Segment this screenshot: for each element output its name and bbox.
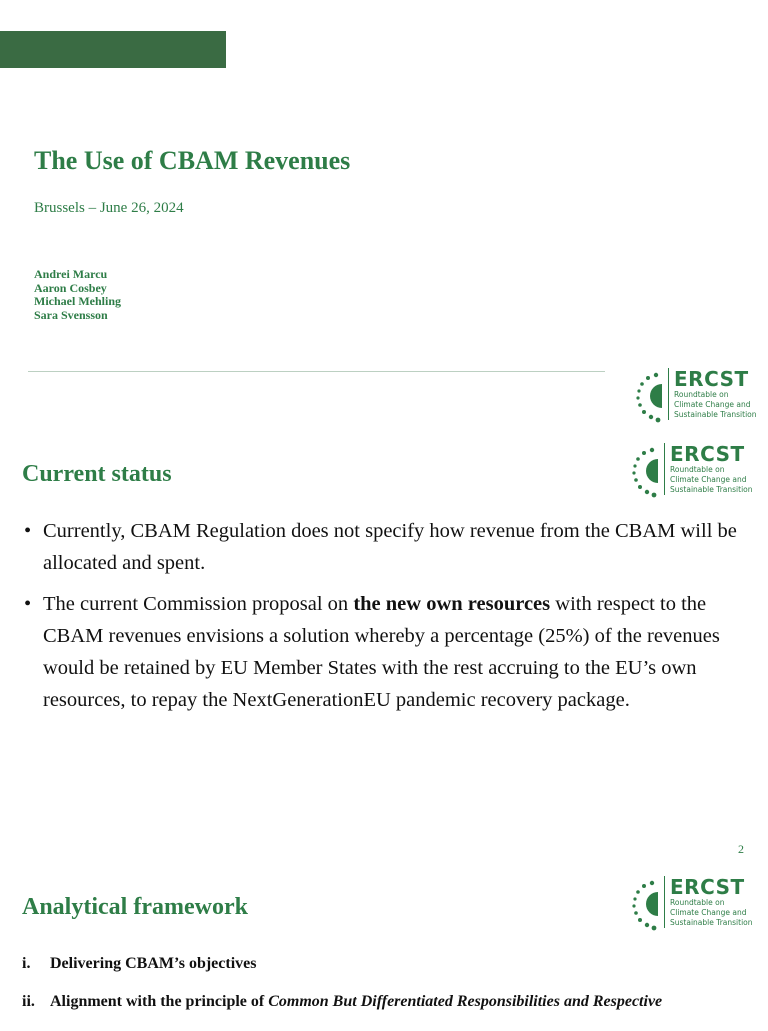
logo-name: ERCST xyxy=(670,442,745,466)
author-name: Michael Mehling xyxy=(34,294,121,308)
ercst-sun-icon xyxy=(630,876,660,932)
logo-text xyxy=(664,443,753,495)
framework-list xyxy=(22,955,762,1031)
bullet-text: Currently, CBAM Regulation does not specify how revenue from the CBAM will be allocated and spent. xyxy=(43,520,737,574)
ercst-logo xyxy=(630,443,753,499)
ercst-logo xyxy=(634,368,757,424)
bullet-item xyxy=(22,515,742,579)
logo-tagline: Climate Change and xyxy=(674,400,751,409)
author-list xyxy=(34,268,121,322)
framework-item xyxy=(22,955,762,973)
logo-tagline: Roundtable on xyxy=(670,898,725,907)
section-heading-current-status: Current status xyxy=(22,461,172,487)
bullet-dot-icon: • xyxy=(24,593,32,615)
logo-tagline: Sustainable Transition xyxy=(670,918,753,927)
framework-item-italic: Common But Differentiated Responsibilities and Respective xyxy=(268,993,663,1010)
logo-name: ERCST xyxy=(670,875,745,899)
slide-subtitle: Brussels – June 26, 2024 xyxy=(34,200,184,216)
framework-item-text: Alignment with the principle of xyxy=(50,993,269,1010)
logo-text xyxy=(668,368,757,420)
logo-tagline: Sustainable Transition xyxy=(674,410,757,419)
ercst-sun-icon xyxy=(634,368,664,424)
top-accent-bar xyxy=(0,31,226,68)
section-heading-analytical-framework: Analytical framework xyxy=(22,894,248,920)
divider-line xyxy=(28,371,605,372)
bullet-text: with respect to the CBAM revenues envisions a solution whereby a percentage (25%) of the revenues would be retained by EU Member States with the rest accruing to the EU’s own resources, to repay the NextGenerationEU pandemic recovery package. xyxy=(43,593,720,711)
ercst-logo xyxy=(630,876,753,932)
author-name: Aaron Cosbey xyxy=(34,280,107,295)
page-number: 2 xyxy=(738,842,744,856)
logo-tagline: Climate Change and xyxy=(670,908,747,917)
logo-tagline: Climate Change and xyxy=(670,475,747,484)
bullet-dot-icon: • xyxy=(24,520,32,542)
bullet-item xyxy=(22,588,742,716)
logo-tagline: Sustainable Transition xyxy=(670,485,753,494)
logo-text xyxy=(664,876,753,928)
framework-item xyxy=(22,993,762,1011)
ercst-sun-icon xyxy=(630,443,660,499)
logo-tagline: Roundtable on xyxy=(674,390,729,399)
author-name: Sara Svensson xyxy=(34,307,108,322)
bullet-emphasis: the new own resources xyxy=(353,593,551,615)
bullet-text: The current Commission proposal on xyxy=(43,593,354,615)
framework-item-text: Delivering CBAM’s objectives xyxy=(50,955,257,972)
list-numeral: i. xyxy=(22,955,31,972)
logo-name: ERCST xyxy=(674,367,749,391)
author-name: Andrei Marcu xyxy=(34,267,108,281)
bullet-list xyxy=(22,515,742,725)
list-numeral: ii. xyxy=(22,993,35,1010)
logo-tagline: Roundtable on xyxy=(670,465,725,474)
slide-title: The Use of CBAM Revenues xyxy=(34,146,351,175)
